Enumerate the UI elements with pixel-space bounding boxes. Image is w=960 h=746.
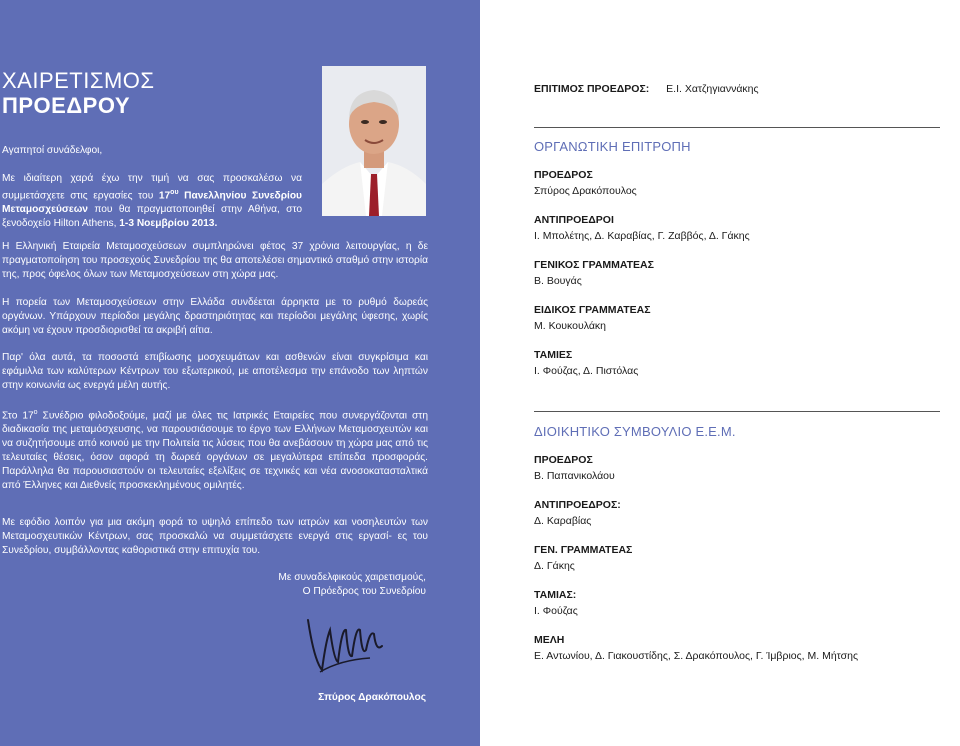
honorary-label: ΕΠΙΤΙΜΟΣ ΠΡΟΕΔΡΟΣ: — [534, 83, 650, 95]
divider — [534, 411, 940, 412]
board-names: Δ. Καραβίας — [534, 515, 592, 527]
board-role: ΜΕΛΗ — [534, 634, 565, 646]
board-role: ΑΝΤΙΠΡΟΕΔΡΟΣ: — [534, 499, 621, 511]
paragraph-3: Η πορεία των Μεταμοσχεύσεων στην Ελλάδα συνδέεται άρρηκτα με το ρυθμό δωρεάς οργάνων. Υπάρχουν περίοδοι μεγάλης δραστηριότητας και περίοδοι μεγάλης ύφεσης, χωρίς ακόμη να έχουν προσδιορισθεί τα ακριβή αίτια. — [2, 297, 428, 336]
paragraph-1: Με ιδιαίτερη χαρά έχω την τιμή να σας προσκαλέσω να συμμετάσχετε στις εργασίες του $17^{o\upsilon}$ Πανελληνίου Συνεδρίου Μεταμοσχεύσεων που θα πραγματοποιηθεί στην Αθήνα, στο ξενοδοχείο Hilton Athens, 1-3 Νοεμβρίου 2013. — [2, 173, 302, 230]
paragraph-2: Η Ελληνική Εταιρεία Μεταμοσχεύσεων συμπληρώνει φέτος 37 χρόνια λειτουργίας, η δε πραγματοποίηση του προσεχούς Συνεδρίου της θα αποτελέσει σημαντικό σταθμό στην ιστορία της, προς όφελος όλων των Μεταμοσχεύσεων στη χώρα μας. — [2, 241, 428, 280]
board-role: ΠΡΟΕΔΡΟΣ — [534, 454, 593, 466]
paragraph-6: Με εφόδιο λοιπόν για μια ακόμη φορά το υψηλό επίπεδο των ιατρών και νοσηλευτών των Μεταμοσχευτικών Κέντρων, σας προσκαλώ να συμμετάσχετε ενεργά στις εργασί- ες του Συνεδρίου, συμβάλλοντας καθοριστικά στην επιτυχία του. — [2, 517, 428, 556]
board-names: Ι. Φούζας — [534, 605, 578, 617]
title-line-2: ΠΡΟΕΔΡΟΥ — [2, 93, 131, 118]
president-photo — [322, 66, 426, 216]
board-names: Β. Παπανικολάου — [534, 470, 615, 482]
org-role: ΤΑΜΙΕΣ — [534, 349, 573, 361]
divider — [534, 127, 940, 128]
board-names: Ε. Αντωνίου, Δ. Γιακουστίδης, Σ. Δρακόπουλος, Γ. Ίμβριος, Μ. Μήτσης — [534, 650, 859, 662]
closing-line-2: Ο Πρόεδρος του Συνεδρίου — [302, 586, 426, 597]
org-committee-title: ΟΡΓΑΝΩΤΙΚΗ ΕΠΙΤΡΟΠΗ — [534, 139, 691, 154]
signer-name: Σπύρος Δρακόπουλος — [318, 692, 426, 703]
org-names: Σπύρος Δρακόπουλος — [534, 185, 637, 197]
signature-image — [300, 600, 390, 680]
org-names: Ι. Φούζας, Δ. Πιστόλας — [534, 365, 639, 377]
org-role: ΑΝΤΙΠΡΟΕΔΡΟΙ — [534, 214, 614, 226]
org-role: ΕΙΔΙΚΟΣ ΓΡΑΜΜΑΤΕΑΣ — [534, 304, 651, 316]
board-title: ΔΙΟΙΚΗΤΙΚΟ ΣΥΜΒΟΥΛΙΟ Ε.Ε.Μ. — [534, 424, 736, 439]
paragraph-5: Στο $17^o$ Συνέδριο φιλοδοξούμε, μαζί με όλες τις Ιατρικές Εταιρείες που συνεργάζονται στη διαδικασία της μεταμόσχευσης, να παρουσιάσουμε το έργο των Ελλήνων Μεταμοσχευτών και να συζητήσουμε από κοινού με την Πολιτεία τις λύσεις που θα ανεβάσουν τη χώρα μας από τις τελευταίες θέσεις, όσον αφορά τη δωρεά οργάνων σε μεγαλύτερα επίπεδα προσφοράς. Παράλληλα θα παρουσιαστούν οι τελευταίες εξελίξεις σε τεχνικές και νέα ανοσοκατασταλτικά από Έλληνες και Διεθνείς προσκεκλημένους ομιλητές. — [2, 409, 428, 492]
closing — [278, 571, 426, 599]
org-names: Μ. Κουκουλάκη — [534, 320, 606, 332]
honorary-president — [534, 83, 759, 95]
board-role: ΤΑΜΙΑΣ: — [534, 589, 577, 601]
paragraph-4: Παρ' όλα αυτά, τα ποσοστά επιβίωσης μοσχευμάτων και ασθενών είναι συγκρίσιμα και εφάμιλλα των καλύτερων Κέντρων του εξωτερικού, με αποτέλεσμα την επάνοδο των ληπτών στην κοινωνία ως ενεργά μέλη αυτής. — [2, 352, 428, 391]
committee-panel — [480, 0, 960, 746]
board-names: Δ. Γάκης — [534, 560, 575, 572]
org-role: ΓΕΝΙΚΟΣ ΓΡΑΜΜΑΤΕΑΣ — [534, 259, 654, 271]
title-line-1: ΧΑΙΡΕΤΙΣΜΟΣ — [2, 68, 155, 93]
honorary-name: Ε.Ι. Χατζηγιαννάκης — [666, 83, 759, 95]
org-names: Ι. Μπολέτης, Δ. Καραβίας, Γ. Ζαββός, Δ. Γάκης — [534, 230, 750, 242]
org-role: ΠΡΟΕΔΡΟΣ — [534, 169, 593, 181]
board-role: ΓΕΝ. ΓΡΑΜΜΑΤΕΑΣ — [534, 544, 633, 556]
org-names: Β. Βουγάς — [534, 275, 582, 287]
greeting-text: Αγαπητοί συνάδελφοι, — [2, 145, 103, 156]
closing-line-1: Με συναδελφικούς χαιρετισμούς, — [278, 572, 426, 583]
